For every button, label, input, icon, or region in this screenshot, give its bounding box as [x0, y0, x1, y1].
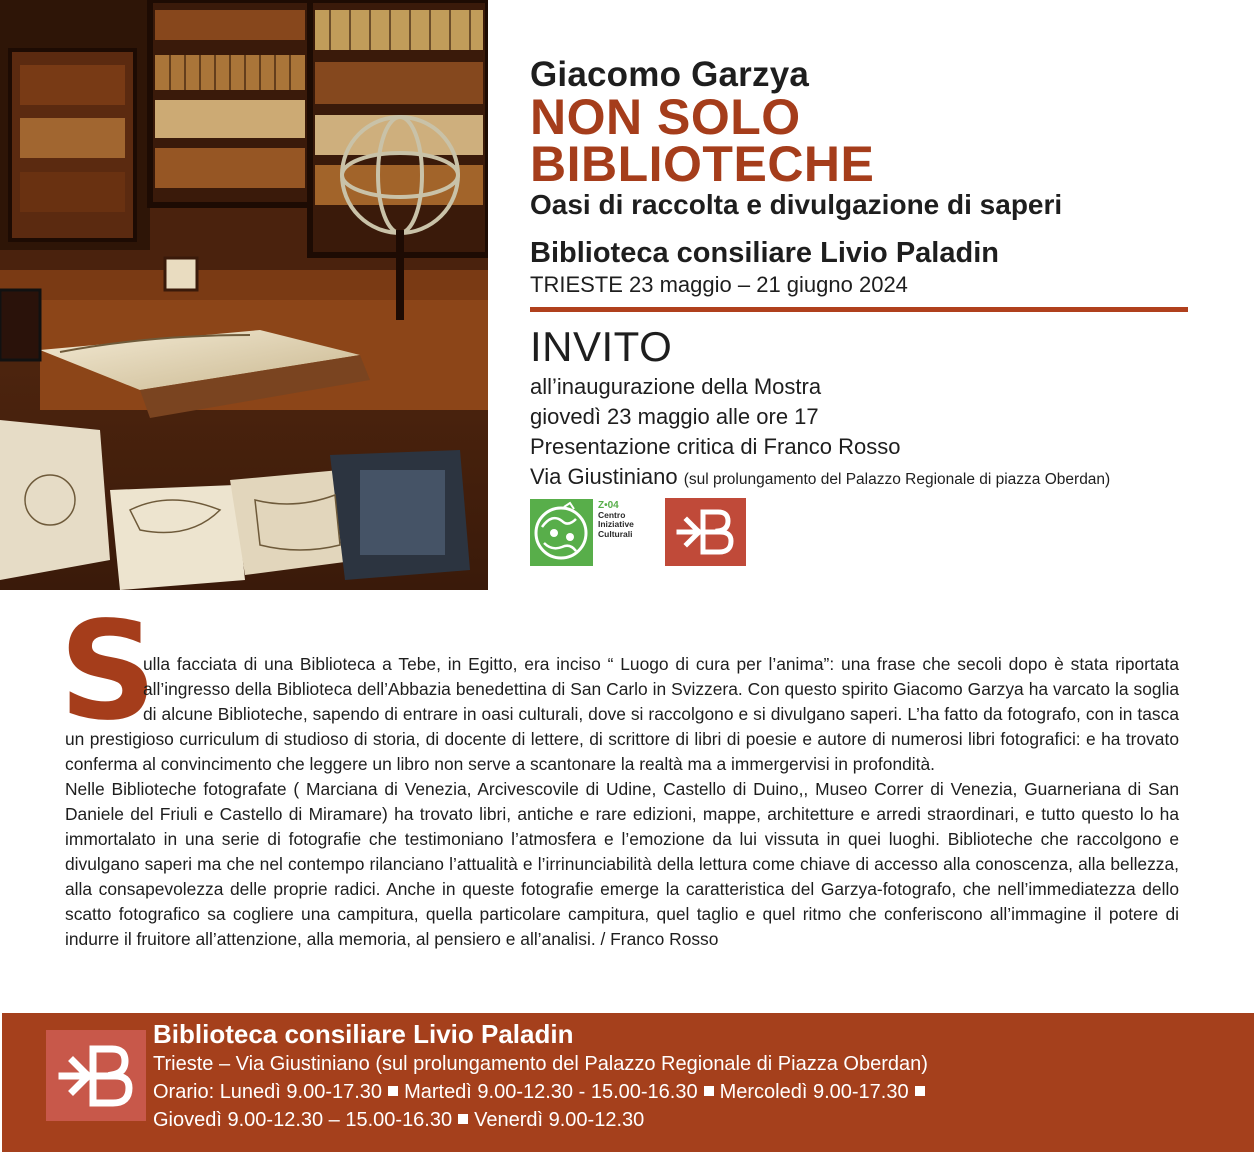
address-note: (sul prolungamento del Palazzo Regionale di piazza Oberdan) [683, 471, 1111, 488]
article-paragraph-1-text: ulla facciata di una Biblioteca a Tebe, in Egitto, era inciso “ Luogo di cura per l’anima”: una frase che secoli dopo è stata riportata all’ingresso della Biblioteca dell’Abbazia benedettina di San Carlo in Svizzera. Con questo spirito Giacomo Garzya ha varcato la soglia di alcune Biblioteche, sapendo di entrare in oasi culturali, dove si raccolgono e si divulgano saperi. L’ha fatto da fotografo, con in tasca un prestigioso curriculum di studioso di storia, di docente di lettere, di scrittore di libri di poesie e autore di numerosi libri fotografici: e ha trovato conferma al convincimento che leggere un libro non serve a scantonare la realtà ma a immergervisi in profondità. [65, 654, 1179, 774]
venue-name: Biblioteca consiliare Livio Paladin [530, 237, 999, 269]
article-paragraph-2: Nelle Biblioteche fotografate ( Marciana di Venezia, Arcivescovile di Udine, Castello di Duino,, Museo Correr di Venezia, Guarneriana di San Daniele del Friuli e Castello di Miramare) ha trovato libri, antiche e rare edizioni, mappe, architetture e arredi straordinari, e tutto questo lo ha immortalato in una serie di fotografie che testimoniano l’atmosfera e l’emozione da lui vissuta in quei luoghi. Biblioteche che raccolgono e divulgano saperi ma che nel contempo rilanciano l’attualità e l’irrinunciabilità della lettura come chiave di accesso alla conoscenza, alla bellezza, alla consapevolezza delle proprie radici. Anche in queste fotografie emerge la caratteristica del Garzya-fotografo, che nell’immediatezza dello scatto fotografico sa cogliere una campitura, quella particolare campitura, quel taglio e quel ritmo che conferiscono all’immagine il potere di indurre il fruitore all’attenzione, alla memoria, al pensiero e all’analisi. / Franco Rosso [65, 779, 1179, 949]
footer-text [153, 1019, 1243, 1134]
footer-band [2, 1013, 1254, 1152]
exhibition-subtitle: Oasi di raccolta e divulgazione di saperi [530, 189, 1063, 220]
exhibition-title-line2: BIBLIOTECHE [530, 136, 875, 192]
footer-hours-line1 [153, 1078, 1243, 1106]
invitation-block [530, 322, 1220, 495]
hours-prefix: Orario: [153, 1081, 215, 1103]
footer-hours-line2 [153, 1106, 1243, 1134]
hours-tuesday: Martedì 9.00-12.30 - 15.00-16.30 [404, 1081, 698, 1103]
centro-iniziative-culturali-logo [530, 499, 642, 566]
invitation-line-address [530, 462, 1220, 495]
drop-cap: S [59, 593, 157, 751]
biblioteca-logo [665, 498, 746, 566]
exhibition-title [530, 89, 1210, 192]
hours-friday: Venerdì 9.00-12.30 [474, 1109, 645, 1131]
separator-square-icon [704, 1086, 714, 1096]
hours-thursday: Giovedì 9.00-12.30 – 15.00-16.30 [153, 1109, 453, 1131]
footer-biblioteca-logo [46, 1030, 146, 1121]
invitation-line-date: giovedì 23 maggio alle ore 17 [530, 404, 819, 429]
footer-title: Biblioteca consiliare Livio Paladin [153, 1019, 574, 1049]
author-name: Giacomo Garzya [530, 55, 810, 94]
separator-square-icon [915, 1086, 925, 1096]
invitation-title: INVITO [530, 323, 673, 370]
centro-logo-line1: Centro [598, 509, 626, 520]
exhibition-dates: TRIESTE 23 maggio – 21 giugno 2024 [530, 272, 908, 297]
library-photo [0, 0, 488, 590]
separator-square-icon [388, 1086, 398, 1096]
separator-square-icon [458, 1114, 468, 1124]
centro-logo-line3: Culturali [598, 528, 633, 539]
address-street: Via Giustiniano [530, 464, 678, 489]
centro-logo-text [598, 501, 634, 539]
divider-rule [530, 307, 1188, 312]
invitation-line-opening: all’inaugurazione della Mostra [530, 374, 822, 399]
globe-people-icon [530, 499, 593, 566]
centro-logo-mark: Z•04 [598, 500, 619, 511]
footer-address: Trieste – Via Giustiniano (sul prolungamento del Palazzo Regionale di Piazza Oberdan) [153, 1053, 928, 1075]
centro-logo-line2: Iniziative [598, 519, 634, 529]
hours-monday: Lunedì 9.00-17.30 [219, 1081, 383, 1103]
header-block [530, 56, 1210, 299]
hours-wednesday: Mercoledì 9.00-17.30 [719, 1081, 909, 1103]
invitation-line-presentation: Presentazione critica di Franco Rosso [530, 434, 901, 459]
article-text [59, 593, 1179, 952]
article-paragraph-1 [59, 593, 1179, 777]
exhibition-title-line1: NON SOLO [530, 89, 801, 145]
